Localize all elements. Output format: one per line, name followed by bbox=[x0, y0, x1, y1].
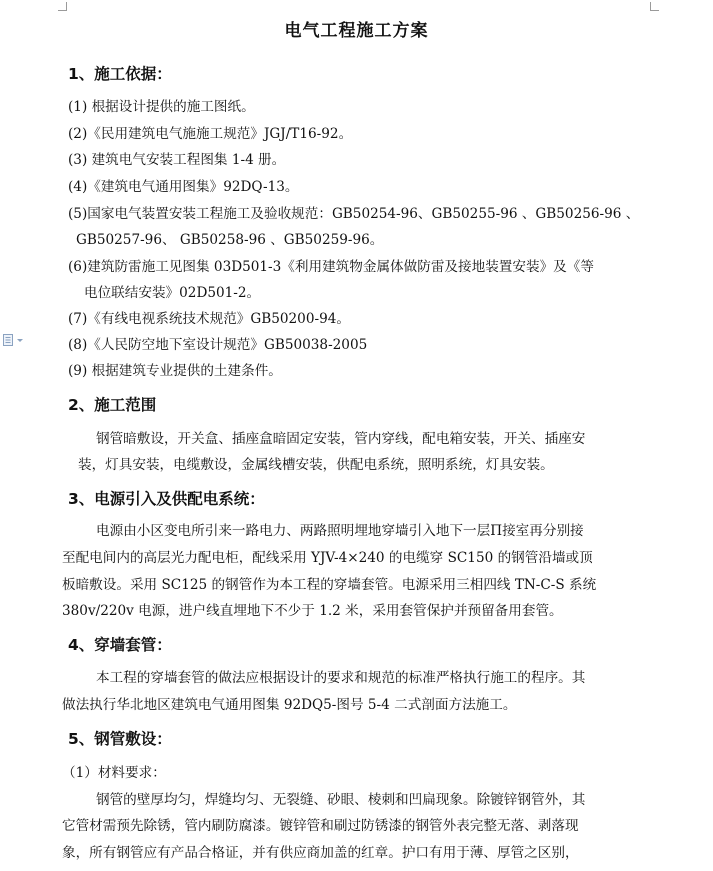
section-1-heading: 1、施工依据： bbox=[68, 65, 172, 83]
page-corner-mark-right bbox=[650, 2, 659, 11]
section-4-heading: 4、穿墙套管： bbox=[68, 636, 172, 654]
conduit-line-3: 象，所有钢管应有产品合格证，并有供应商加盖的红章。护口有用于薄、厚管之区别， bbox=[62, 845, 579, 861]
power-line-2: 至配电间内的高层光力配电柜，配线采用 YJV-4×240 的电缆穿 SC150 的钢管沿墙或顶 bbox=[62, 550, 593, 566]
sleeve-line-2: 做法执行华北地区建筑电气通用图集 92DQ5-图号 5-4 二式剖面方法施工。 bbox=[62, 697, 517, 713]
power-line-4: 380v/220v 电源，进户线直埋地下不少于 1.2 米，采用套管保护并预留备用套管。 bbox=[62, 603, 563, 619]
section-3-heading: 3、电源引入及供配电系统： bbox=[68, 490, 265, 508]
power-line-1: 电源由小区变电所引来一路电力、两路照明埋地穿墙引入地下一层Π接室再分别接 bbox=[96, 523, 584, 539]
basis-item-6: (6)建筑防雷施工见图集 03D501-3《利用建筑物金属体做防雷及接地装置安装》及《等 bbox=[68, 259, 594, 275]
basis-item-9: (9) 根据建筑专业提供的土建条件。 bbox=[68, 363, 282, 379]
scope-line-1: 钢管暗敷设，开关盒、插座盒暗固定安装，管内穿线，配电箱安装，开关、插座安 bbox=[96, 431, 586, 447]
basis-item-5: (5)国家电气装置安装工程施工及验收规范：GB50254-96、GB50255-96 、GB50256-96 、 bbox=[68, 206, 640, 222]
basis-item-3: (3) 建筑电气安装工程图集 1-4 册。 bbox=[68, 152, 286, 168]
sleeve-line-1: 本工程的穿墙套管的做法应根据设计的要求和规范的标准严格执行施工的程序。其 bbox=[96, 670, 586, 686]
basis-item-6-cont: 电位联结安装》02D501-2。 bbox=[84, 285, 261, 301]
basis-item-2: (2)《民用建筑电气施施工规范》JGJ/T16-92。 bbox=[68, 126, 353, 142]
scope-line-2: 装，灯具安装，电缆敷设，金属线槽安装，供配电系统，照明系统，灯具安装。 bbox=[78, 457, 554, 473]
basis-item-1: (1) 根据设计提供的施工图纸。 bbox=[68, 99, 255, 115]
conduit-line-2: 它管材需预先除锈，管内刷防腐漆。镀锌管和刷过防锈漆的钢管外表完整无落、剥落现 bbox=[62, 818, 579, 834]
conduit-line-1: 钢管的壁厚均匀，焊缝均匀、无裂缝、砂眼、棱刺和凹扁现象。除镀锌钢管外，其 bbox=[96, 792, 586, 808]
section-2-heading: 2、施工范围 bbox=[68, 396, 157, 414]
basis-item-8: (8)《人民防空地下室设计规范》GB50038-2005 bbox=[68, 337, 368, 353]
page-corner-mark-left bbox=[58, 2, 67, 11]
power-line-3: 板暗敷设。采用 SC125 的钢管作为本工程的穿墙套管。电源采用三相四线 TN-C-S 系统 bbox=[62, 577, 597, 593]
material-subheading: （1）材料要求： bbox=[62, 765, 166, 781]
paragraph-layout-icon[interactable] bbox=[2, 333, 26, 347]
document-title: 电气工程施工方案 bbox=[284, 21, 429, 41]
section-5-heading: 5、钢管敷设： bbox=[68, 730, 172, 748]
basis-item-4: (4)《建筑电气通用图集》92DQ-13。 bbox=[68, 179, 299, 195]
basis-item-7: (7)《有线电视系统技术规范》GB50200-94。 bbox=[68, 311, 350, 327]
basis-item-5-cont: GB50257-96、 GB50258-96 、GB50259-96。 bbox=[76, 232, 384, 248]
